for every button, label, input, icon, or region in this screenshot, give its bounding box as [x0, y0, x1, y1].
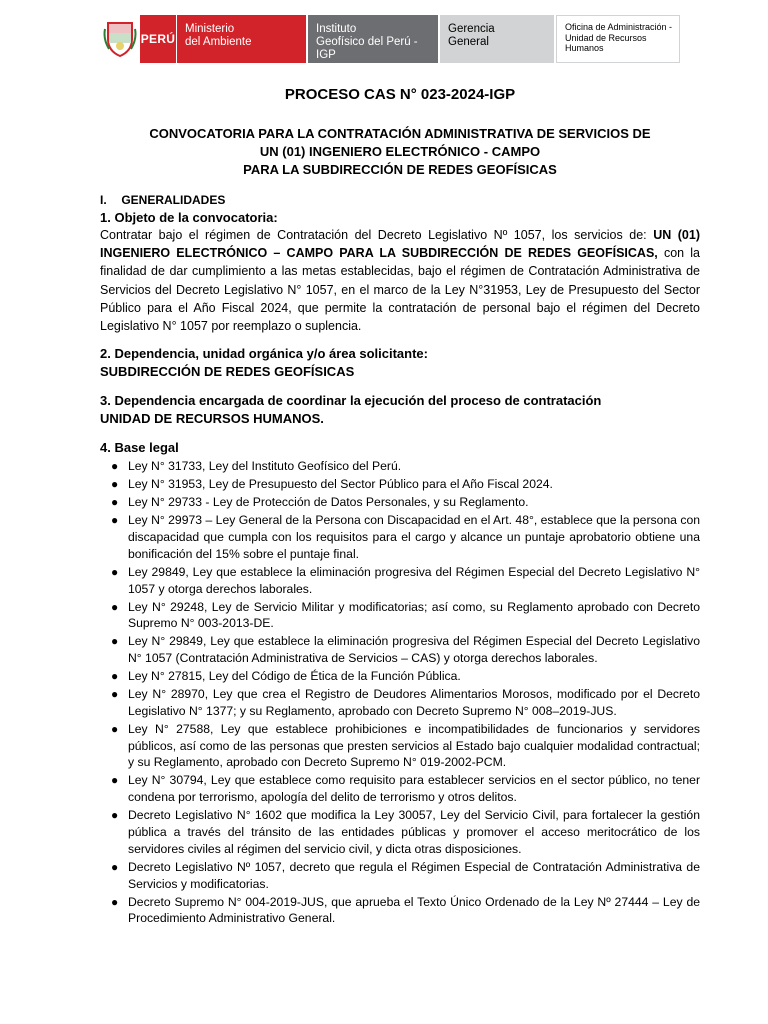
- oficina-label: [556, 15, 680, 63]
- bullet-icon: ●: [111, 634, 119, 649]
- gerencia-label: [440, 15, 554, 63]
- subtitle-line: PARA LA SUBDIRECCIÓN DE REDES GEOFÍSICAS: [243, 162, 557, 177]
- list-item: [100, 772, 700, 806]
- bullet-icon: ●: [111, 477, 119, 492]
- law-text: Ley N° 31953, Ley de Presupuesto del Sector Público para el Año Fiscal 2024.: [128, 477, 553, 492]
- item-heading-coordinacion: 3. Dependencia encargada de coordinar la ejecución del proceso de contratación: [100, 393, 602, 409]
- list-item: [100, 686, 700, 720]
- list-item: [100, 894, 700, 928]
- list-item: [100, 668, 700, 685]
- bullet-icon: ●: [111, 599, 119, 614]
- document-title: PROCESO CAS N° 023-2024-IGP: [284, 86, 516, 103]
- section-number: I.: [100, 193, 107, 207]
- list-item: [100, 476, 700, 493]
- dependencia-block: [100, 345, 700, 380]
- coordinacion-value: UNIDAD DE RECURSOS HUMANOS.: [100, 410, 324, 426]
- bullet-icon: ●: [111, 564, 119, 579]
- peru-label: PERÚ: [140, 15, 176, 63]
- section-heading: [100, 193, 700, 207]
- gerencia-line1: Gerencia: [448, 23, 495, 35]
- bullet-icon: ●: [111, 513, 119, 528]
- list-item: [100, 512, 700, 562]
- header-banner: [100, 15, 688, 63]
- law-text: Ley N° 27588, Ley que establece prohibiciones e incompatibilidades de funcionarios y servidores públicos, así como de las personas que presten servicios al Estado bajo cualquier modalidad contractual; y su Reglamento, aprobado con Decreto Supremo N° 019-2002-PCM.: [128, 721, 700, 770]
- objeto-text-a: Contratar bajo el régimen de Contratación del Decreto Legislativo Nº 1057, los servicios de:: [100, 228, 654, 242]
- item-heading-objeto: 1. Objeto de la convocatoria:: [100, 210, 278, 225]
- instituto-line2: Geofísico del Perú - IGP: [316, 36, 418, 61]
- bullet-icon: ●: [111, 495, 119, 510]
- list-item: [100, 721, 700, 771]
- item-heading-base-legal: 4. Base legal: [100, 440, 179, 456]
- bullet-icon: ●: [111, 773, 119, 788]
- gerencia-line2: General: [448, 36, 489, 48]
- law-text: Ley N° 28970, Ley que crea el Registro de Deudores Alimentarios Morosos, modificado por el Decreto Legislativo N° 1377; y su Reglamento, aprobado con Decreto Supremo N° 008–2019-JUS.: [128, 687, 700, 718]
- instituto-line1: Instituto: [316, 23, 357, 35]
- objeto-text-bold: UN (01) INGENIERO ELECTRÓNICO – CAMPO PARA LA SUBDIRECCIÓN DE REDES GEOFÍSICAS,: [100, 228, 700, 261]
- bullet-icon: ●: [111, 808, 119, 823]
- bullet-icon: ●: [111, 894, 119, 909]
- law-text: Ley N° 29733 - Ley de Protección de Datos Personales, y su Reglamento.: [128, 495, 529, 510]
- law-text: Ley 29849, Ley que establece la eliminación progresiva del Régimen Especial del Decreto Legislativo N° 1057 y otorga derechos laborales.: [128, 564, 700, 596]
- document-body: [100, 80, 700, 928]
- law-text: Ley N° 29849, Ley que establece la eliminación progresiva del Régimen Especial del Decreto Legislativo N° 1057 (Contratación Administrativa de Servicios – CAS) y otorga derechos laborales.: [128, 634, 700, 666]
- bullet-icon: ●: [111, 859, 119, 874]
- list-item: [100, 564, 700, 598]
- coordinacion-block: [100, 392, 700, 427]
- bullet-icon: ●: [111, 687, 119, 702]
- ministerio-label: [176, 15, 306, 63]
- coat-of-arms-icon: [100, 15, 140, 63]
- oficina-line2: Unidad de Recursos: [565, 32, 647, 43]
- list-item: [100, 859, 700, 893]
- law-text: Ley N° 27815, Ley del Código de Ética de la Función Pública.: [128, 669, 461, 684]
- objeto-paragraph: [100, 226, 700, 335]
- bullet-icon: ●: [111, 669, 119, 684]
- ministerio-line1: Ministerio: [185, 23, 235, 35]
- law-text: Decreto Legislativo Nº 1057, decreto que regula el Régimen Especial de Contratación Administrativa de Servicios y modificatorias.: [128, 859, 700, 891]
- list-item: [100, 494, 700, 511]
- bullet-icon: ●: [111, 721, 119, 736]
- list-item: [100, 458, 700, 475]
- law-text: Ley N° 30794, Ley que establece como requisito para establecer servicios en el sector público, no tener condena por terrorismo, apología del delito de terrorismo y otros delitos.: [128, 773, 700, 805]
- document-subtitle: [100, 125, 700, 179]
- objeto-text-b: con la finalidad de dar cumplimiento a las metas establecidas, bajo el régimen de Contratación Administrativa de Servicios del Decreto Legislativo N° 1057, en el marco de la Ley N°31953, Ley de Presupuesto del Sector Público para el Año Fiscal 2024, que permite la contratación de personal bajo el régimen del Decreto Legislativo N° 1057 por reemplazo o suplencia.: [100, 246, 700, 334]
- law-text: Ley N° 31733, Ley del Instituto Geofísico del Perú.: [128, 459, 402, 474]
- law-text: Ley N° 29248, Ley de Servicio Militar y modificatorias; así como, su Reglamento aprobado con Decreto Supremo N° 003-2013-DE.: [128, 599, 700, 631]
- law-text: Decreto Supremo N° 004-2019-JUS, que aprueba el Texto Único Ordenado de la Ley Nº 27444 – Ley de Procedimiento Administrativo General.: [128, 894, 700, 926]
- law-text: Decreto Legislativo N° 1602 que modifica la Ley 30057, Ley del Servicio Civil, para fortalecer la gestión pública a través del tránsito de las entidades públicas y promover el acceso meritocrático de los servidores civiles al régimen del servicio civil, y dicta otras disposiciones.: [128, 808, 700, 856]
- section-title: GENERALIDADES: [121, 193, 226, 207]
- item-heading-dependencia: 2. Dependencia, unidad orgánica y/o área solicitante:: [100, 346, 428, 362]
- list-item: [100, 807, 700, 857]
- list-item: [100, 599, 700, 633]
- subtitle-line: UN (01) INGENIERO ELECTRÓNICO - CAMPO: [259, 144, 541, 159]
- oficina-line1: Oficina de Administración -: [565, 22, 673, 32]
- law-text: Ley N° 29973 – Ley General de la Persona con Discapacidad en el Art. 48°, establece que la persona con discapacidad que cumpla con los requisitos para el cargo y alcance un puntaje aprobatorio obtiene una bonificación del 15% sobre el puntaje final.: [128, 513, 700, 561]
- base-legal-list: [100, 458, 700, 927]
- dependencia-value: SUBDIRECCIÓN DE REDES GEOFÍSICAS: [100, 363, 355, 379]
- subtitle-line: CONVOCATORIA PARA LA CONTRATACIÓN ADMINISTRATIVA DE SERVICIOS DE: [149, 126, 651, 141]
- list-item: [100, 633, 700, 667]
- bullet-icon: ●: [111, 459, 119, 474]
- oficina-line3: Humanos: [565, 43, 604, 53]
- ministerio-line2: del Ambiente: [185, 36, 252, 48]
- instituto-label: [308, 15, 438, 63]
